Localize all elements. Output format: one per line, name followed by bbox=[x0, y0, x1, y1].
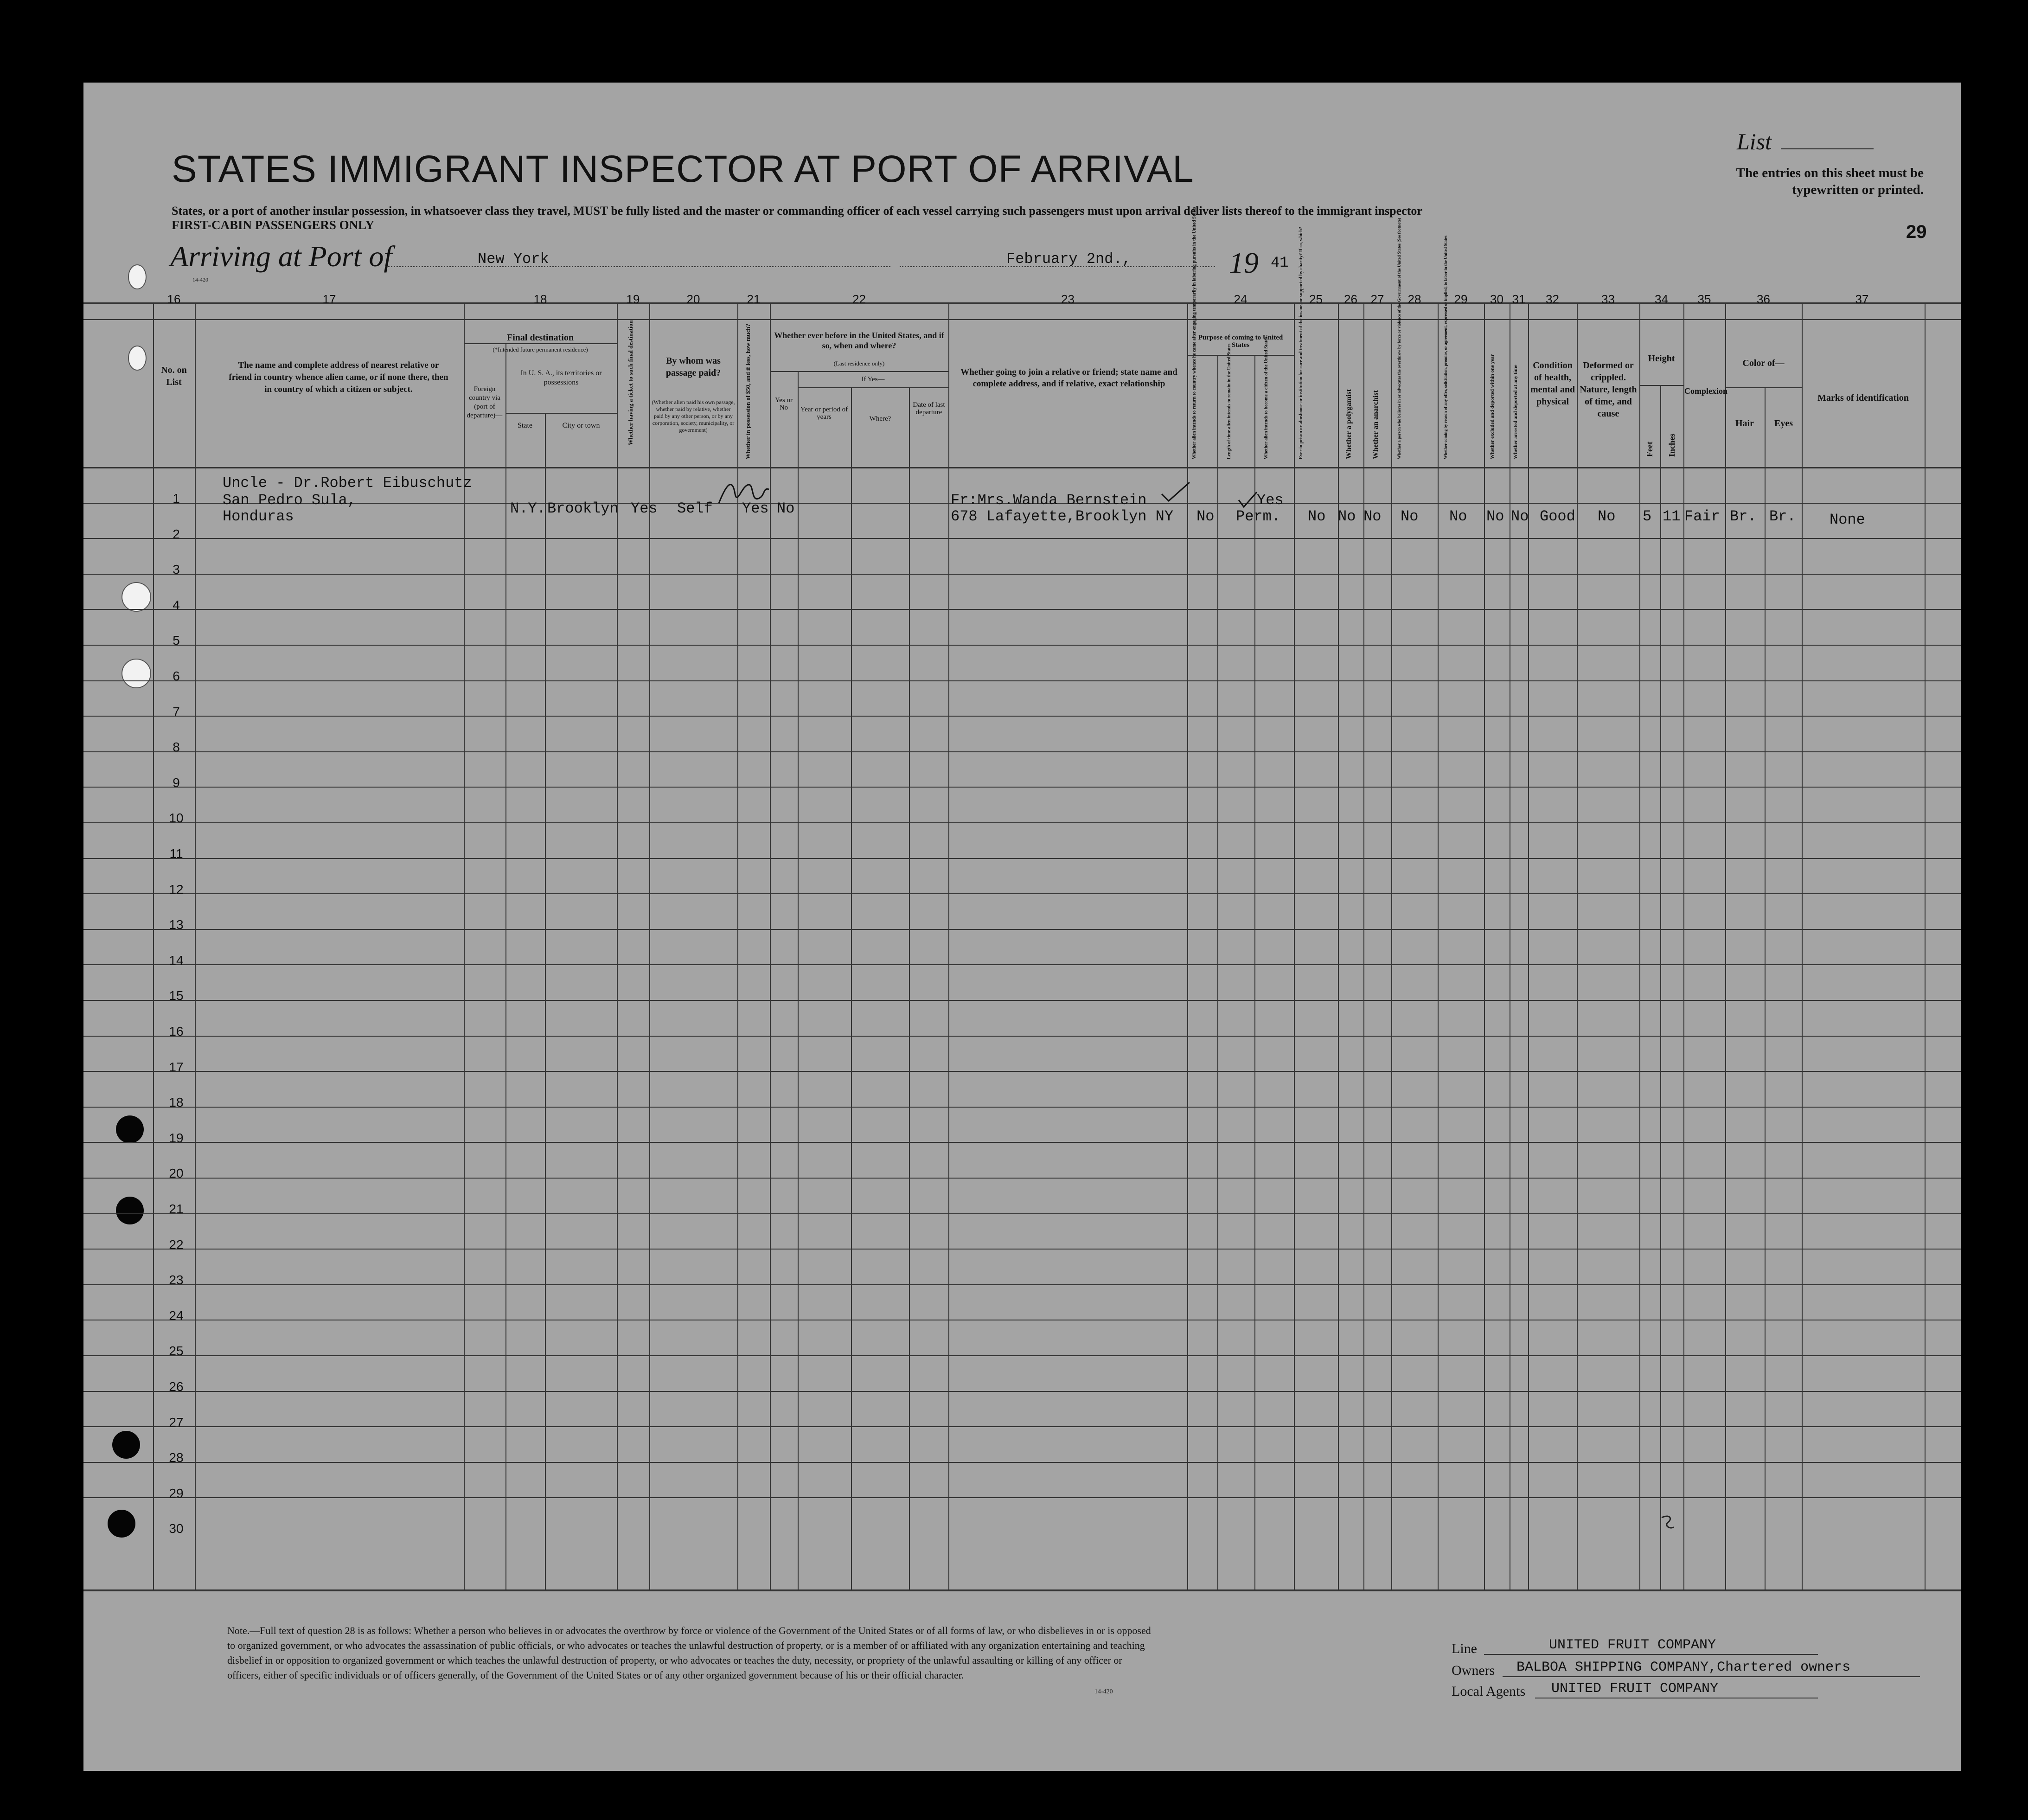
header-year-period: Year or period of years bbox=[800, 406, 848, 421]
form-subtitle: States, or a port of another insular possession, in whatsoever class they travel, MUST be fully listed and the master or commanding officer of each vessel carrying such passengers must upon arrival deliver lists thereof to the immigrant inspector bbox=[172, 204, 1422, 218]
colnum-row-border bbox=[83, 319, 1961, 320]
col-divider bbox=[1254, 355, 1255, 1589]
header-final-destination-note: (*Intended future permanent residence) bbox=[493, 346, 588, 353]
agents-label: Local Agents bbox=[1452, 1684, 1526, 1699]
header-inches: Inches bbox=[1667, 433, 1676, 457]
row-number: 7 bbox=[173, 705, 180, 719]
col-divider bbox=[798, 371, 799, 1589]
header-ticket: Whether having a ticket to such final destination bbox=[627, 320, 634, 445]
header-date-departure: Date of last departure bbox=[913, 401, 945, 416]
colnum-25: 25 bbox=[1309, 292, 1323, 306]
col-divider bbox=[948, 302, 949, 1589]
header-complexion: Complexion bbox=[1684, 386, 1728, 396]
row-number: 19 bbox=[169, 1131, 184, 1145]
owners-label: Owners bbox=[1452, 1663, 1495, 1678]
entry-city: Brooklyn bbox=[547, 500, 619, 517]
manifest-sheet bbox=[83, 83, 1961, 1771]
entry-state: N.Y. bbox=[510, 500, 546, 517]
binder-hole bbox=[122, 582, 151, 612]
colnum-31: 31 bbox=[1512, 292, 1526, 306]
colnum-19: 19 bbox=[626, 292, 640, 306]
header-possession: Whether in possession of $50, and if less, how much? bbox=[744, 324, 751, 459]
colnum-27: 27 bbox=[1370, 292, 1384, 306]
header-passage-note: (Whether alien paid his own passage, whether paid by relative, whether paid by any other person, or by any corporation, society, municipality, or government) bbox=[652, 399, 735, 433]
entry-paid-by: Self bbox=[677, 500, 713, 517]
subheader-line bbox=[770, 371, 948, 372]
entry-polygamist: No bbox=[1338, 508, 1356, 525]
col-divider bbox=[1577, 302, 1578, 1589]
header-overthrow: Whether a person who believes in or advocates the overthrow by force or violence of the Government of the United States (See footnote) bbox=[1397, 218, 1401, 459]
first-cabin-label: FIRST-CABIN PASSENGERS ONLY bbox=[172, 218, 375, 232]
row-number: 15 bbox=[169, 988, 184, 1003]
binder-hole bbox=[128, 264, 147, 289]
header-final-destination: Final destination bbox=[507, 333, 574, 343]
colnum-34: 34 bbox=[1655, 292, 1668, 306]
entry-purpose-return: No bbox=[1196, 508, 1215, 525]
header-ever-before: Whether ever before in the United States, and if so, when and where? bbox=[774, 331, 944, 350]
subheader-line bbox=[798, 387, 948, 388]
binder-hole bbox=[128, 346, 147, 371]
row-line bbox=[83, 609, 1961, 610]
line-rule bbox=[1484, 1654, 1818, 1655]
year-value: 41 bbox=[1271, 254, 1289, 271]
list-label: List bbox=[1737, 128, 1772, 154]
row-number: 25 bbox=[169, 1344, 184, 1358]
row-number: 4 bbox=[173, 598, 180, 612]
entry-ticket: Yes bbox=[631, 500, 658, 517]
row-number: 12 bbox=[169, 882, 184, 897]
entry-purpose-citizen: Yes bbox=[1257, 492, 1284, 509]
row-number: 10 bbox=[169, 811, 184, 825]
row-number: 30 bbox=[169, 1521, 184, 1536]
colnum-35: 35 bbox=[1697, 292, 1711, 306]
header-color-of: Color of— bbox=[1742, 358, 1785, 368]
header-excluded: Whether excluded and deported within one year bbox=[1490, 354, 1495, 459]
col-divider bbox=[1294, 302, 1295, 1589]
row-number: 3 bbox=[173, 562, 180, 577]
colnum-21: 21 bbox=[747, 292, 761, 306]
row-line bbox=[83, 1036, 1961, 1037]
colnum-33: 33 bbox=[1601, 292, 1615, 306]
subheader-line bbox=[1639, 385, 1683, 386]
col-divider bbox=[464, 302, 465, 1589]
header-join-relative: Whether going to join a relative or friend; state name and complete address, and if relative, exact relationship bbox=[960, 367, 1177, 389]
entry-prison: No bbox=[1308, 508, 1326, 525]
col-divider bbox=[617, 302, 618, 1589]
entry-purpose-length: Perm. bbox=[1236, 508, 1281, 525]
colnum-36: 36 bbox=[1757, 292, 1770, 306]
page-number: 29 bbox=[1906, 222, 1927, 242]
row-number: 27 bbox=[169, 1415, 184, 1429]
check-mark bbox=[1159, 480, 1192, 503]
entry-relative-line2: San Pedro Sula, bbox=[223, 492, 357, 509]
header-where: Where? bbox=[869, 415, 891, 423]
row-line bbox=[83, 1071, 1961, 1072]
row-line bbox=[83, 538, 1961, 539]
row-number: 8 bbox=[173, 740, 180, 754]
header-purpose-citizen: Whether alien intends to become a citizen of the United States bbox=[1264, 337, 1269, 459]
entry-hair: Br. bbox=[1730, 508, 1757, 525]
header-deported: Whether arrested and deported at any time bbox=[1513, 365, 1518, 459]
row-number: 21 bbox=[169, 1202, 184, 1216]
line-label: Line bbox=[1452, 1641, 1477, 1656]
row-number: 5 bbox=[173, 633, 180, 647]
binder-hole bbox=[108, 1510, 135, 1538]
row-line bbox=[83, 1462, 1961, 1463]
row-number: 29 bbox=[169, 1486, 184, 1500]
entry-complexion: Fair bbox=[1684, 508, 1720, 525]
entry-labor-offer: No bbox=[1449, 508, 1467, 525]
entry-overthrow: No bbox=[1401, 508, 1419, 525]
binder-hole bbox=[116, 1115, 144, 1143]
col-divider bbox=[1217, 355, 1218, 1589]
year-prefix: 19 bbox=[1229, 246, 1259, 279]
colnum-22: 22 bbox=[852, 292, 866, 306]
entry-marks: None bbox=[1830, 511, 1865, 528]
header-yes-or-no: Yes or No bbox=[774, 397, 793, 411]
row-line bbox=[83, 858, 1961, 859]
colnum-23: 23 bbox=[1061, 292, 1075, 306]
row-number: 1 bbox=[173, 491, 180, 506]
colnum-32: 32 bbox=[1546, 292, 1559, 306]
header-passage-paid: By whom was passage paid? bbox=[665, 356, 721, 378]
ink-stamp bbox=[1658, 1513, 1676, 1532]
row-line bbox=[83, 964, 1961, 965]
colnum-16: 16 bbox=[167, 292, 181, 306]
header-prison: Ever in prison or almshouse or institution for care and treatment of the insane, or supported by charity? If so, which? bbox=[1299, 227, 1304, 459]
col-divider bbox=[545, 413, 546, 1589]
entries-note: The entries on this sheet must be typewritten or printed. bbox=[1736, 166, 1924, 197]
row-number: 23 bbox=[169, 1273, 184, 1287]
entry-anarchist: No bbox=[1363, 508, 1382, 525]
port-value: New York bbox=[478, 250, 549, 268]
agents-value: UNITED FRUIT COMPANY bbox=[1551, 1681, 1719, 1697]
colnum-24: 24 bbox=[1234, 292, 1248, 306]
header-in-usa: In U. S. A., its territories or possessions bbox=[520, 369, 602, 386]
row-line bbox=[83, 1355, 1961, 1356]
footnote-question-28: Note.—Full text of question 28 is as follows: Whether a person who believes in or advocates the overthrow by force or violence of the Government of the United States or of all forms of law, or who disbelieves in or is opposed to organized government, or who advocates the assassination of public officials, or who advocates or teaches the unlawful destruction of property, or is a member of or affiliated with any organization entertaining and teaching disbelief in or opposition to organized government or which teaches the unlawful destruction of property, or who advocates or teaches the duty, necessity, or propriety of the unlawful assaulting or killing of any officer or officers, either of specific individuals or of officers generally, of the Government of the United States or of any other organized government because of his or their official character. bbox=[227, 1625, 1151, 1681]
list-number-line bbox=[1781, 148, 1874, 149]
entry-deported: No bbox=[1511, 508, 1529, 525]
row-line bbox=[83, 1249, 1961, 1250]
header-last-residence: (Last residence only) bbox=[833, 360, 885, 367]
entry-condition: Good bbox=[1540, 508, 1575, 525]
header-purpose-length: Length of time alien intends to remain in the United States bbox=[1227, 343, 1232, 459]
entry-relative-line1: Uncle - Dr.Robert Eibuschutz bbox=[223, 474, 472, 492]
header-marks: Marks of identification bbox=[1817, 393, 1909, 403]
header-deformed: Deformed or crippled. Nature, length of time, and cause bbox=[1580, 360, 1637, 419]
entry-join-line2: 678 Lafayette,Brooklyn NY bbox=[951, 508, 1174, 525]
col-divider bbox=[1802, 302, 1803, 1589]
col-divider bbox=[153, 302, 154, 1589]
row-number: 13 bbox=[169, 917, 184, 932]
entry-eyes: Br. bbox=[1769, 508, 1796, 525]
row-number: 11 bbox=[169, 846, 183, 861]
col-divider bbox=[1639, 302, 1640, 1589]
col-divider bbox=[1528, 302, 1529, 1589]
row-line bbox=[83, 680, 1961, 681]
row-line bbox=[83, 822, 1961, 823]
col-divider bbox=[1391, 302, 1392, 1589]
binder-hole bbox=[122, 659, 151, 688]
row-line bbox=[83, 1107, 1961, 1108]
row-number: 6 bbox=[173, 669, 180, 683]
entry-join-line1: Fr:Mrs.Wanda Bernstein bbox=[951, 492, 1147, 509]
check-mark bbox=[1237, 491, 1258, 509]
owners-rule bbox=[1503, 1676, 1920, 1677]
line-value: UNITED FRUIT COMPANY bbox=[1549, 1637, 1716, 1653]
row-line bbox=[83, 1142, 1961, 1143]
col-divider bbox=[505, 343, 506, 1589]
date-value: February 2nd., bbox=[1006, 250, 1131, 268]
row-number: 14 bbox=[169, 953, 184, 968]
col-divider bbox=[649, 302, 650, 1589]
header-polygamist: Whether a polygamist bbox=[1345, 389, 1353, 459]
row-line bbox=[83, 787, 1961, 788]
row-number: 28 bbox=[169, 1450, 184, 1465]
port-line bbox=[385, 266, 890, 267]
header-labor-offer: Whether coming by reason of any offer, solicitation, promise, or agreement, expressed or implied, to labor in the United States bbox=[1443, 235, 1448, 459]
row-line bbox=[83, 1284, 1961, 1285]
colnum-18: 18 bbox=[533, 292, 547, 306]
entry-relative-line3: Honduras bbox=[223, 508, 294, 525]
header-anarchist: Whether an anarchist bbox=[1372, 390, 1380, 459]
row-number: 16 bbox=[169, 1024, 184, 1038]
footer-form-code: 14-420 bbox=[1094, 1688, 1113, 1695]
form-code: 14-420 bbox=[192, 276, 208, 283]
row-number: 2 bbox=[173, 527, 180, 541]
header-eyes: Eyes bbox=[1774, 418, 1793, 429]
col-divider bbox=[1683, 302, 1684, 1589]
entry-inches: 11 bbox=[1663, 508, 1681, 525]
entry-deformed: No bbox=[1598, 508, 1616, 525]
header-purpose: Purpose of coming to United States bbox=[1198, 334, 1283, 349]
row-number: 26 bbox=[169, 1379, 184, 1394]
colnum-20: 20 bbox=[686, 292, 700, 306]
colnum-30: 30 bbox=[1490, 292, 1503, 306]
header-bottom-border bbox=[83, 467, 1961, 468]
header-if-yes: If Yes— bbox=[861, 376, 885, 383]
table-bottom-border bbox=[83, 1589, 1961, 1591]
row-number: 22 bbox=[169, 1237, 184, 1252]
col-divider bbox=[1725, 302, 1726, 1589]
row-line bbox=[83, 751, 1961, 752]
header-city: City or town bbox=[562, 422, 600, 429]
header-state: State bbox=[518, 422, 532, 429]
handwritten-mark bbox=[714, 475, 774, 513]
row-line bbox=[83, 929, 1961, 930]
subheader-line bbox=[505, 413, 617, 414]
colnum-29: 29 bbox=[1454, 292, 1468, 306]
col-divider bbox=[909, 387, 910, 1589]
entry-ever-before: No bbox=[777, 500, 795, 517]
col-divider bbox=[1338, 302, 1339, 1589]
row-line bbox=[83, 716, 1961, 717]
row-line bbox=[83, 1426, 1961, 1427]
colnum-17: 17 bbox=[322, 292, 336, 306]
row-line bbox=[83, 574, 1961, 575]
col-divider bbox=[1363, 302, 1364, 1589]
col-divider bbox=[1660, 385, 1661, 1589]
header-feet: Feet bbox=[1645, 442, 1654, 457]
subheader-line bbox=[1187, 355, 1294, 356]
owners-value: BALBOA SHIPPING COMPANY,Chartered owners bbox=[1516, 1660, 1851, 1675]
binder-hole bbox=[112, 1431, 140, 1459]
col-divider bbox=[851, 387, 852, 1589]
row-number: 17 bbox=[169, 1060, 184, 1074]
row-number: 9 bbox=[173, 775, 180, 790]
header-height: Height bbox=[1648, 353, 1675, 364]
entry-possession: Yes bbox=[742, 500, 769, 517]
entry-excluded: No bbox=[1486, 508, 1504, 525]
row-number: 18 bbox=[169, 1095, 184, 1109]
row-line bbox=[83, 645, 1961, 646]
header-foreign-country: Foreign country via (port of departure)— bbox=[467, 385, 503, 419]
row-line bbox=[83, 1391, 1961, 1392]
form-title: STATES IMMIGRANT INSPECTOR AT PORT OF ARRIVAL bbox=[172, 148, 1194, 190]
col-divider bbox=[1438, 302, 1439, 1589]
entry-feet: 5 bbox=[1643, 508, 1652, 525]
col-divider bbox=[1925, 302, 1926, 1589]
header-nearest-relative: The name and complete address of nearest relative or friend in country whence alien came, or if none there, then in country of which a citizen or subject. bbox=[229, 360, 448, 394]
header-hair: Hair bbox=[1735, 418, 1754, 429]
binder-hole bbox=[116, 1197, 144, 1224]
colnum-26: 26 bbox=[1344, 292, 1357, 306]
header-no-on-list: No. on List bbox=[161, 365, 187, 387]
row-line bbox=[83, 1497, 1961, 1498]
header-condition: Condition of health, mental and physical bbox=[1530, 360, 1575, 407]
col-divider bbox=[1765, 387, 1766, 1589]
arriving-label: Arriving at Port of bbox=[170, 240, 392, 273]
row-number: 24 bbox=[169, 1308, 184, 1323]
header-purpose-return: Whether alien intends to return to country whence he came after engaging temporarily in laboring pursuits in the United States bbox=[1192, 207, 1197, 459]
subheader-line bbox=[1725, 387, 1802, 388]
row-line bbox=[83, 1178, 1961, 1179]
colnum-28: 28 bbox=[1407, 292, 1421, 306]
row-number: 20 bbox=[169, 1166, 184, 1180]
row-line bbox=[83, 893, 1961, 894]
row-line bbox=[83, 1000, 1961, 1001]
col-divider bbox=[1484, 302, 1485, 1589]
row-line bbox=[83, 1213, 1961, 1214]
col-divider bbox=[195, 302, 196, 1589]
colnum-37: 37 bbox=[1855, 292, 1869, 306]
